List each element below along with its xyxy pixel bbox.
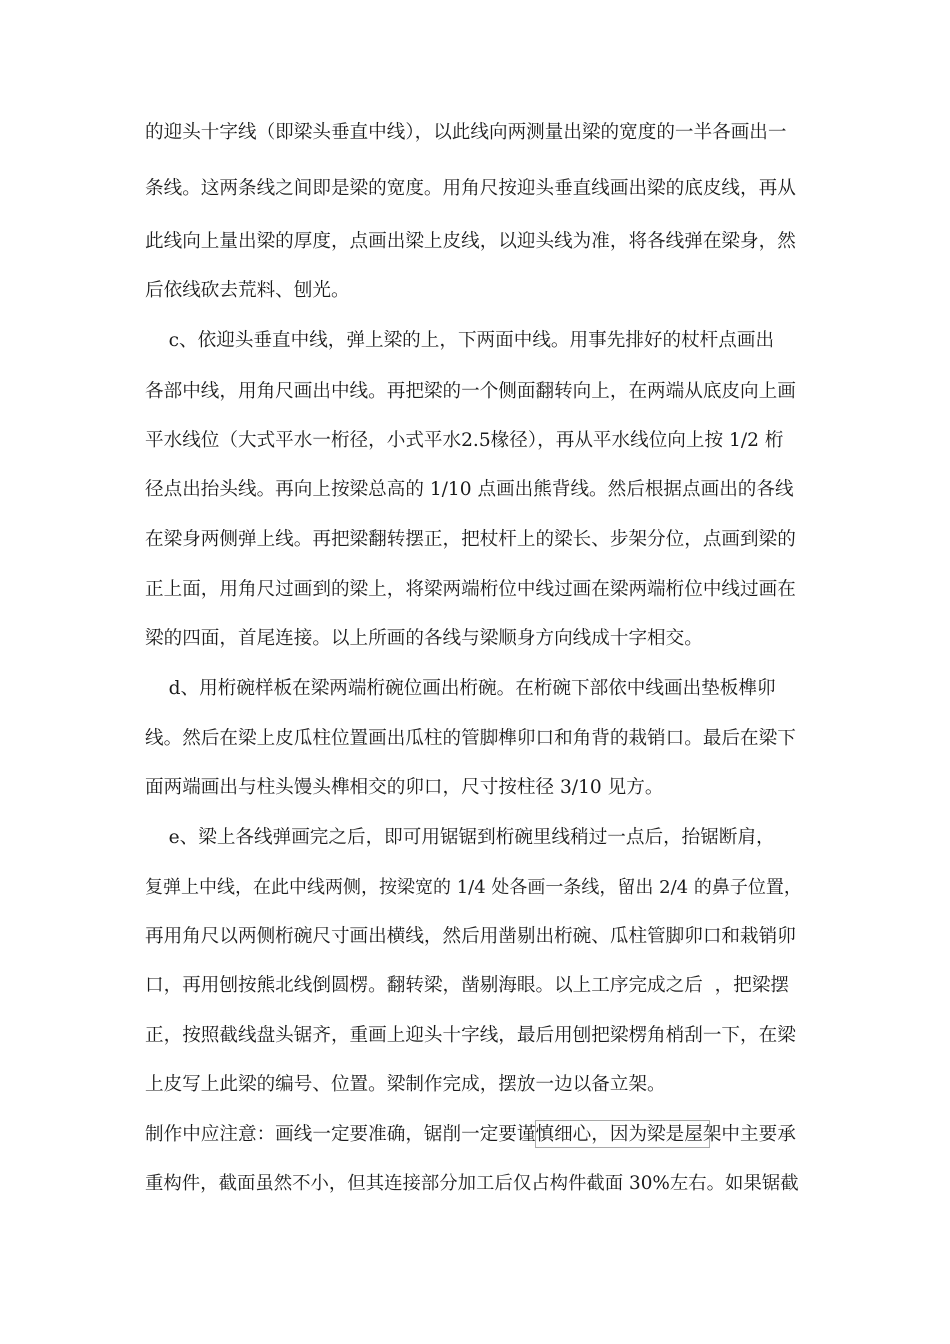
text-line: 各部中线，用角尺画出中线。再把梁的一个侧面翻转向上，在两端从底皮向上画	[145, 381, 796, 402]
text-line: 条线。这两条线之间即是梁的宽度。用角尺按迎头垂直线画出梁的底皮线，再从	[145, 178, 796, 199]
text-line: 重构件，截面虽然不小，但其连接部分加工后仅占构件截面 30%左右。如果锯截	[145, 1173, 799, 1194]
text-line: 面两端画出与柱头馒头榫相交的卯口，尺寸按柱径 3/10 见方。	[145, 777, 664, 798]
text-line: 正，按照截线盘头锯齐，重画上迎头十字线，最后用刨把梁楞角梢刮一下，在梁	[145, 1025, 796, 1046]
text-line: d、用桁碗样板在梁两端桁碗位画出桁碗。在桁碗下部依中线画出垫板榫卯	[145, 678, 776, 699]
text-line: 后依线砍去荒料、刨光。	[145, 280, 350, 301]
text-line: 此线向上量出梁的厚度，点画出梁上皮线，以迎头线为准，将各线弹在梁身，然	[145, 231, 796, 252]
text-line: 再用角尺以两侧桁碗尺寸画出横线，然后用凿剔出桁碗、瓜柱管脚卯口和栽销卯	[145, 926, 796, 947]
text-line: c、依迎头垂直中线，弹上梁的上，下两面中线。用事先排好的杖杆点画出	[145, 330, 775, 351]
text-line: 径点出抬头线。再向上按梁总高的 1/10 点画出熊背线。然后根据点画出的各线	[145, 479, 794, 500]
text-line: 正上面，用角尺过画到的梁上，将梁两端桁位中线过画在梁两端桁位中线过画在	[145, 579, 796, 600]
text-line: 平水线位（大式平水一桁径，小式平水2.5椽径），再从平水线位向上按 1/2 桁	[145, 430, 784, 451]
text-line: 的迎头十字线（即梁头垂直中线），以此线向两测量出梁的宽度的一半各画出一	[145, 122, 787, 143]
highlight-box	[535, 1120, 710, 1148]
text-line: e、梁上各线弹画完之后，即可用锯锯到桁碗里线稍过一点后，抬锯断肩，	[145, 827, 775, 848]
text-line: 口，再用刨按熊北线倒圆楞。翻转梁，凿剔海眼。以上工序完成之后 ，把梁摆	[145, 975, 790, 996]
text-line: 制作中应注意：画线一定要准确，锯削一定要谨慎细心，因为梁是屋架中主要承	[145, 1124, 796, 1145]
text-line: 梁的四面，首尾连接。以上所画的各线与梁顺身方向线成十字相交。	[145, 628, 703, 649]
text-line: 上皮写上此梁的编号、位置。梁制作完成，摆放一边以备立架。	[145, 1074, 666, 1095]
text-line: 复弹上中线，在此中线两侧，按梁宽的 1/4 处各画一条线，留出 2/4 的鼻子位置，	[145, 877, 802, 898]
text-line: 线。然后在梁上皮瓜柱位置画出瓜柱的管脚榫卯口和角背的栽销口。最后在梁下	[145, 728, 796, 749]
text-line: 在梁身两侧弹上线。再把梁翻转摆正，把杖杆上的梁长、步架分位，点画到梁的	[145, 529, 796, 550]
